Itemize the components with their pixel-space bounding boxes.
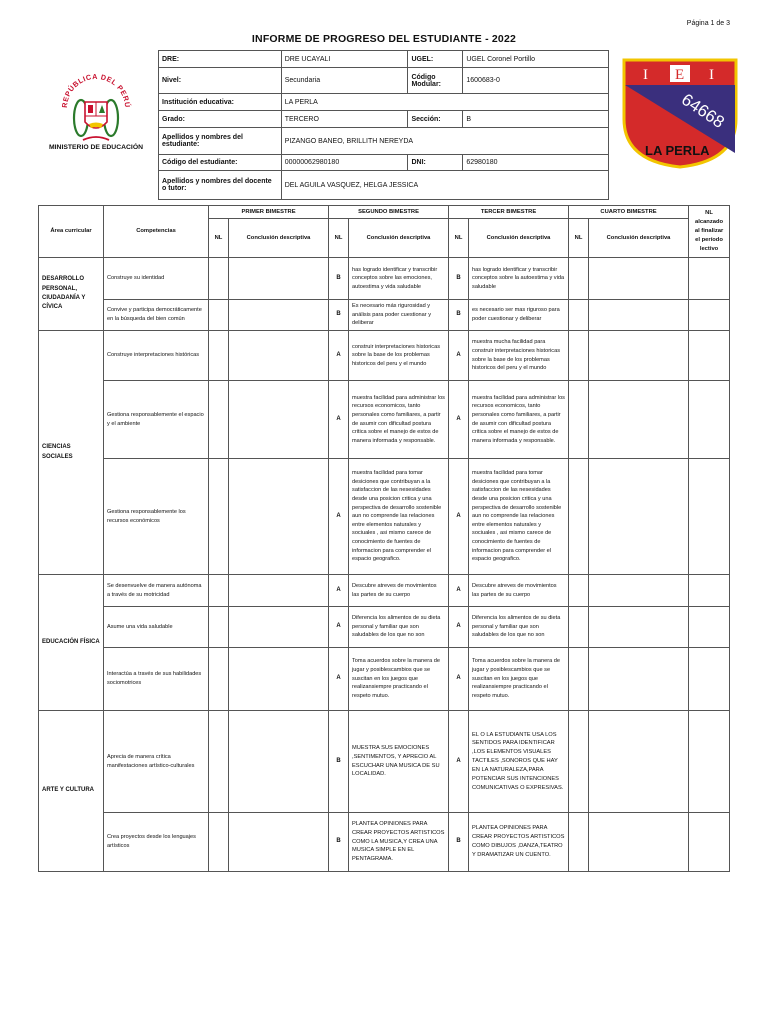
- b3-nl-cell: B: [449, 300, 469, 331]
- b1-nl-cell: [209, 381, 229, 459]
- docente-label: Apellidos y nombres del docente o tutor:: [159, 171, 282, 200]
- table-row: [39, 331, 730, 381]
- b4-conclusion-cell: [589, 813, 689, 872]
- institucion-label: Institución educativa:: [159, 94, 282, 111]
- b2-conclusion-cell: construir interpretaciones historicas sobre la base de los problemas historicos del peru y el mundo: [349, 331, 449, 381]
- nl-final-cell: [689, 607, 730, 648]
- header-conclusion: Conclusión descriptiva: [229, 219, 329, 258]
- nl-final-cell: [689, 459, 730, 575]
- header-nl: NL: [209, 219, 229, 258]
- b3-nl-cell: A: [449, 711, 469, 813]
- estudiante-value: PIZANGO BANEO, BRILLITH NEREYDA: [281, 128, 608, 155]
- b3-conclusion-cell: PLANTEA OPINIONES PARA CREAR PROYECTOS ARTISTICOS COMO DIBUJOS ,DANZA,TEATRO Y DRAMATIZAR UN CUENTO.: [469, 813, 569, 872]
- competencia-cell: Gestiona responsablemente los recursos económicos: [104, 459, 209, 575]
- b2-nl-cell: A: [329, 648, 349, 711]
- b3-conclusion-cell: Descubre atreves de movimientos las partes de su cuerpo: [469, 575, 569, 607]
- school-crest-icon: [621, 57, 739, 169]
- ministry-logo: [40, 68, 152, 151]
- institucion-value: LA PERLA: [281, 94, 608, 111]
- competencia-cell: Se desenvuelve de manera autónoma a través de su motricidad: [104, 575, 209, 607]
- header-conclusion: Conclusión descriptiva: [589, 219, 689, 258]
- svg-text:I: I: [643, 67, 648, 83]
- b2-nl-cell: A: [329, 331, 349, 381]
- grado-label: Grado:: [159, 111, 282, 128]
- svg-text:LA PERLA: LA PERLA: [645, 143, 710, 158]
- b3-nl-cell: A: [449, 331, 469, 381]
- table-row: [39, 575, 730, 607]
- b2-nl-cell: B: [329, 711, 349, 813]
- header-segundo-bimestre: SEGUNDO BIMESTRE: [329, 206, 449, 219]
- b2-conclusion-cell: Diferencia los alimentos de su dieta personal y familiar que son saludables de los que no son: [349, 607, 449, 648]
- competencia-cell: Gestiona responsablemente el espacio y el ambiente: [104, 381, 209, 459]
- ministry-label: MINISTERIO DE EDUCACIÓN: [48, 144, 144, 151]
- b2-nl-cell: B: [329, 813, 349, 872]
- b3-conclusion-cell: muestra mucha facilidad para construir interpretaciones historicas sobre la base de los problemas historicos del peru y el mundo: [469, 331, 569, 381]
- nl-final-cell: [689, 575, 730, 607]
- header-nl-final: NL alcanzado al finalizar el período lectivo: [689, 206, 730, 258]
- b1-conclusion-cell: [229, 711, 329, 813]
- table-row: [39, 648, 730, 711]
- dni-label: DNI:: [408, 155, 463, 171]
- b1-conclusion-cell: [229, 331, 329, 381]
- b2-nl-cell: A: [329, 607, 349, 648]
- b2-nl-cell: B: [329, 300, 349, 331]
- b4-conclusion-cell: [589, 711, 689, 813]
- b3-conclusion-cell: Toma acuerdos sobre la manera de jugar y posiblescambios que se suscitan en los juegos que realizansiempre practicando el respeto mutuo.: [469, 648, 569, 711]
- grades-table: [38, 205, 730, 872]
- competencia-cell: Construye interpretaciones históricas: [104, 331, 209, 381]
- dre-label: DRE:: [159, 51, 282, 68]
- b2-conclusion-cell: muestra facilidad para tomar desiciones que contribuyan a la satisfaccion de las nesesidades desde una posicion critica y una perspectiva de desarrollo sostenible aun no comprende las relaciones entre elementos naturales y sociuales , asi mismo carece de conocimiento de fuentes de informacion para comprender el espacio geografico.: [349, 459, 449, 575]
- b2-nl-cell: A: [329, 381, 349, 459]
- header-nl: NL: [329, 219, 349, 258]
- header-competencias: Competencias: [104, 206, 209, 258]
- b3-conclusion-cell: muestra facilidad para tomar desiciones que contribuyan a la satisfaccion de las nesesidades desde una posicion critica y una perspectiva de desarrollo sostenible aun no comprende las relaciones entre elementos naturales y sociuales , asi mismo carece de conocimiento de fuentes de informacion para comprender el espacio geografico.: [469, 459, 569, 575]
- competencia-cell: Interactúa a través de sus habilidades sociomotrices: [104, 648, 209, 711]
- b2-nl-cell: A: [329, 575, 349, 607]
- area-name: EDUCACIÓN FÍSICA: [39, 575, 104, 711]
- table-row: [39, 258, 730, 300]
- dre-value: DRE UCAYALI: [281, 51, 408, 68]
- b4-nl-cell: [569, 711, 589, 813]
- peru-coat-of-arms-icon: [59, 68, 133, 142]
- competencia-cell: Convive y participa democráticamente en la búsqueda del bien común: [104, 300, 209, 331]
- b3-nl-cell: B: [449, 258, 469, 300]
- ugel-value: UGEL Coronel Portillo: [463, 51, 609, 68]
- docente-value: DEL AGUILA VASQUEZ, HELGA JESSICA: [281, 171, 608, 200]
- b4-nl-cell: [569, 381, 589, 459]
- seccion-value: B: [463, 111, 609, 128]
- header-nl: NL: [449, 219, 469, 258]
- b2-nl-cell: A: [329, 459, 349, 575]
- nivel-value: Secundaria: [281, 68, 408, 94]
- b4-conclusion-cell: [589, 459, 689, 575]
- b4-conclusion-cell: [589, 648, 689, 711]
- competencia-cell: Crea proyectos desde los lenguajes artísticos: [104, 813, 209, 872]
- nl-final-cell: [689, 648, 730, 711]
- b1-conclusion-cell: [229, 648, 329, 711]
- school-logo: [621, 57, 739, 169]
- b4-nl-cell: [569, 331, 589, 381]
- table-row: [39, 607, 730, 648]
- b3-conclusion-cell: muestra facilidad para administrar los recursos economicos, tanto personales como familiares, a partir de asumir con dificultad postura critica sobre el manejo de estos de manera informada y responsable.: [469, 381, 569, 459]
- document-title: INFORME DE PROGRESO DEL ESTUDIANTE - 2022: [251, 33, 517, 45]
- b2-conclusion-cell: PLANTEA OPINIONES PARA CREAR PROYECTOS ARTISTICOS COMO LA MUSICA,Y CREA UNA MUSICA SIMPLE EN EL PENTAGRAMA.: [349, 813, 449, 872]
- header-nl: NL: [569, 219, 589, 258]
- b4-conclusion-cell: [589, 331, 689, 381]
- b1-conclusion-cell: [229, 300, 329, 331]
- b3-conclusion-cell: has logrado identificar y transcribir conceptos sobre la autoestima y vida saludable: [469, 258, 569, 300]
- header-area: Área curricular: [39, 206, 104, 258]
- b3-nl-cell: A: [449, 607, 469, 648]
- b1-nl-cell: [209, 648, 229, 711]
- b4-nl-cell: [569, 648, 589, 711]
- b3-conclusion-cell: es necesario ser mas riguroso para poder cuestionar y deliberar: [469, 300, 569, 331]
- svg-text:E: E: [675, 67, 685, 83]
- header-primer-bimestre: PRIMER BIMESTRE: [209, 206, 329, 219]
- table-row: [39, 300, 730, 331]
- b2-conclusion-cell: Es necesario más rigurosidad y análisis para poder cuestionar y deliberar: [349, 300, 449, 331]
- b1-nl-cell: [209, 331, 229, 381]
- b4-nl-cell: [569, 300, 589, 331]
- b2-conclusion-cell: muestra facilidad para administrar los recursos economicos, tanto personales como familiares, a partir de asumir con dificultad postura critica sobre el manejo de estos de manera informada y responsable.: [349, 381, 449, 459]
- b1-conclusion-cell: [229, 381, 329, 459]
- b2-conclusion-cell: MUESTRA SUS EMOCIONES ,SENTIMENTOS, Y APRECIO AL ESCUCHAR UNA MUSICA DE SU LOCALIDAD.: [349, 711, 449, 813]
- b3-nl-cell: A: [449, 575, 469, 607]
- nivel-label: Nivel:: [159, 68, 282, 94]
- competencia-cell: Construye su identidad: [104, 258, 209, 300]
- header-cuarto-bimestre: CUARTO BIMESTRE: [569, 206, 689, 219]
- page-number: Página 1 de 3: [686, 20, 730, 27]
- b1-conclusion-cell: [229, 607, 329, 648]
- svg-text:I: I: [709, 67, 714, 83]
- area-name: DESARROLLO PERSONAL, CIUDADANÍA Y CÍVICA: [39, 258, 104, 331]
- competencia-cell: Aprecia de manera crítica manifestaciones artístico-culturales: [104, 711, 209, 813]
- b2-nl-cell: B: [329, 258, 349, 300]
- b4-conclusion-cell: [589, 607, 689, 648]
- nl-final-cell: [689, 258, 730, 300]
- table-row: [39, 459, 730, 575]
- grado-value: TERCERO: [281, 111, 408, 128]
- header-conclusion: Conclusión descriptiva: [349, 219, 449, 258]
- b1-nl-cell: [209, 575, 229, 607]
- codigo-modular-value: 1600683-0: [463, 68, 609, 94]
- table-row: [39, 711, 730, 813]
- nl-final-cell: [689, 711, 730, 813]
- b4-nl-cell: [569, 813, 589, 872]
- codigo-estudiante-label: Código del estudiante:: [159, 155, 282, 171]
- b2-conclusion-cell: Descubre atreves de movimientos las partes de su cuerpo: [349, 575, 449, 607]
- b1-conclusion-cell: [229, 459, 329, 575]
- b1-nl-cell: [209, 813, 229, 872]
- nl-final-cell: [689, 381, 730, 459]
- b1-conclusion-cell: [229, 575, 329, 607]
- b4-nl-cell: [569, 607, 589, 648]
- table-row: [39, 813, 730, 872]
- area-name: CIENCIAS SOCIALES: [39, 331, 104, 575]
- codigo-modular-label: Código Modular:: [408, 68, 463, 94]
- nl-final-cell: [689, 300, 730, 331]
- svg-text:64668: 64668: [678, 89, 728, 132]
- b2-conclusion-cell: Toma acuerdos sobre la manera de jugar y posiblescambios que se suscitan en los juegos que realizansiempre practicando el respeto mutuo.: [349, 648, 449, 711]
- ugel-label: UGEL:: [408, 51, 463, 68]
- b4-nl-cell: [569, 575, 589, 607]
- nl-final-cell: [689, 813, 730, 872]
- b3-nl-cell: A: [449, 381, 469, 459]
- svg-text:REPÚBLICA DEL PERÚ: REPÚBLICA DEL PERÚ: [59, 71, 133, 109]
- b3-nl-cell: A: [449, 648, 469, 711]
- header-tercer-bimestre: TERCER BIMESTRE: [449, 206, 569, 219]
- b4-nl-cell: [569, 258, 589, 300]
- competencia-cell: Asume una vida saludable: [104, 607, 209, 648]
- b3-nl-cell: B: [449, 813, 469, 872]
- b3-conclusion-cell: EL O LA ESTUDIANTE USA LOS SENTIDOS PARA IDENTIFICAR ,LOS ELEMENTOS VISUALES TACTILES ,SONOROS QUE HAY EN LA NATURALEZA,PARA POTENCIAR SUS INTENCIONES COMUNICATIVAS O EXPRESIVAS.: [469, 711, 569, 813]
- codigo-estudiante-value: 00000062980180: [281, 155, 408, 171]
- b1-nl-cell: [209, 711, 229, 813]
- estudiante-label: Apellidos y nombres del estudiante:: [159, 128, 282, 155]
- header-conclusion: Conclusión descriptiva: [469, 219, 569, 258]
- nl-final-cell: [689, 331, 730, 381]
- b3-nl-cell: A: [449, 459, 469, 575]
- b4-conclusion-cell: [589, 381, 689, 459]
- table-row: [39, 381, 730, 459]
- b2-conclusion-cell: has logrado identificar y transcribir conceptos sobre las emociones, autoestima y vida saludable: [349, 258, 449, 300]
- b1-nl-cell: [209, 258, 229, 300]
- b1-conclusion-cell: [229, 813, 329, 872]
- seccion-label: Sección:: [408, 111, 463, 128]
- b4-conclusion-cell: [589, 300, 689, 331]
- b3-conclusion-cell: Diferencia los alimentos de su dieta personal y familiar que son saludables de los que no son: [469, 607, 569, 648]
- student-info-table: [158, 50, 609, 200]
- b1-nl-cell: [209, 300, 229, 331]
- b4-conclusion-cell: [589, 258, 689, 300]
- b1-conclusion-cell: [229, 258, 329, 300]
- area-name: ARTE Y CULTURA: [39, 711, 104, 872]
- b1-nl-cell: [209, 607, 229, 648]
- b4-conclusion-cell: [589, 575, 689, 607]
- dni-value: 62980180: [463, 155, 609, 171]
- b4-nl-cell: [569, 459, 589, 575]
- b1-nl-cell: [209, 459, 229, 575]
